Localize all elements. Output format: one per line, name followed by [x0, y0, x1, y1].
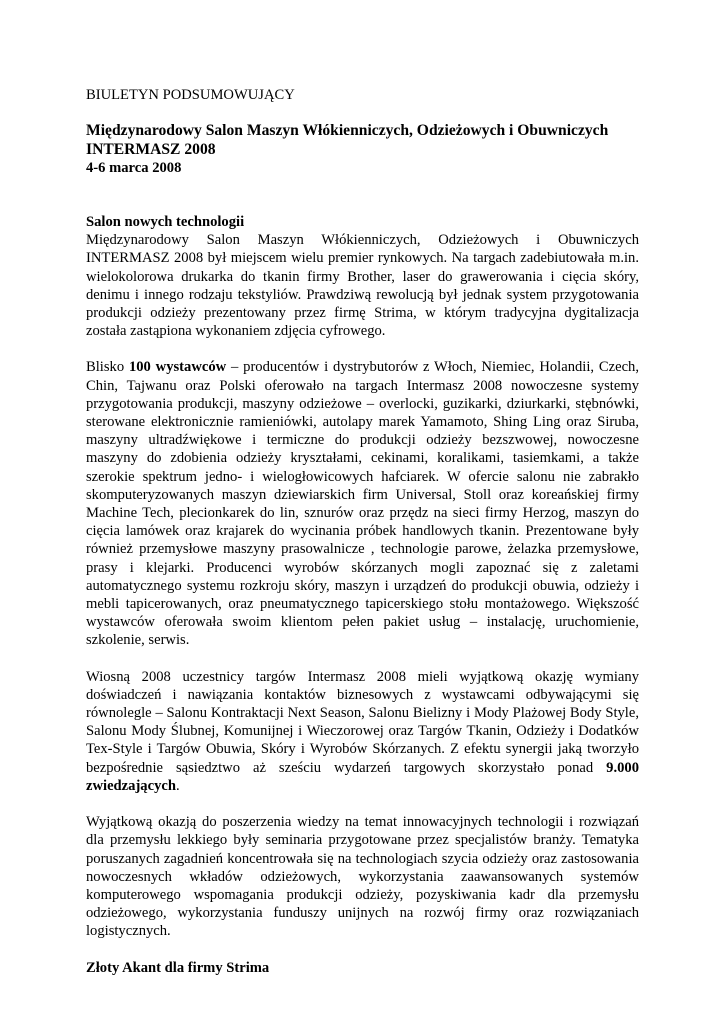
exhibitors-text: – producentów i dystrybutorów z Włoch, Niemiec, Holandii, Czech, Chin, Tajwanu oraz Polski oferowało na targach Intermasz 2008 nowoczesne systemy przygotowania produkcji, maszyny odzieżowe – overlocki, guzikarki, dziurkarki, stębnówki, sterowane elektronicznie ramieniówki, autolapy marek Yamamoto, Shing Ling oraz Siruba, maszyny ultradźwiękowe i termiczne do produkcji odzieży bezszwowej, nowoczesne maszyny do zdobienia odzieży kryształami, cekinami, koralikami, tasiemkami, a także szerokie spektrum jedno- i wielogłowicowych hafciarek. W ofercie salonu nie zabrakło skomputeryzowanych maszyn dziewiarskich firm Universal, Stoll oraz koreańskiej firmy Machine Tech, plecionkarek do lin, sznurów oraz przędz na sieci firmy Herzog, maszyn do cięcia lamówek oraz krajarek do wycinania próbek handlowych tkanin. Prezentowane były również przemysłowe maszyny prasowalnicze , technologie parowe, żelazka przemysłowe, prasy i klejarki. Producenci wyrobów skórzanych mogli zapoznać się z zaletami automatycznego systemu rozkroju skóry, maszyn i urządzeń do produkcji obuwia, odzieży i mebli tapicerowanych, oraz pneumatycznego tapicerskiego stołu montażowego. Większość wystawców oferowała swoim klientom pełen pakiet usług – instalację, uruchomienie, szkolenie, serwis. — [86, 359, 639, 649]
section-heading-golden-acanthus: Złoty Akant dla firmy Strima — [86, 959, 270, 976]
event-title-line1: Międzynarodowy Salon Maszyn Włókienniczych, Odzieżowych i Obuwniczych — [86, 122, 609, 140]
bulletin-label: BIULETYN PODSUMOWUJĄCY — [86, 87, 295, 103]
document-page — [86, 86, 639, 977]
paragraph-visitors — [86, 668, 639, 795]
exhibitors-count: 100 wystawców — [128, 359, 227, 376]
paragraph-exhibitors — [86, 358, 639, 649]
visitors-tail: . — [175, 777, 180, 794]
event-dates: 4-6 marca 2008 — [86, 159, 182, 176]
event-title-line2: INTERMASZ 2008 — [86, 140, 216, 158]
paragraph-seminars: Wyjątkową okazją do poszerzenia wiedzy na temat innowacyjnych technologii i rozwiązań dla przemysłu lekkiego były seminaria przygotowane przez specjalistów branży. Tematyka poruszanych zagadnień koncentrowała się na technologiach szycia odzieży oraz zastosowania nowoczesnych wkładów odzieżowych, wykorzystania zaawansowanych systemów komputerowego wspomagania produkcji odzieży, pozyskiwania kadr dla przemysłu odzieżowego, wykorzystania funduszy unijnych na rozwój firmy oraz rozwiązaniach logistycznych. — [86, 814, 639, 940]
exhibitors-lead: Blisko — [86, 359, 129, 376]
paragraph-new-technologies: Międzynarodowy Salon Maszyn Włókienniczych, Odzieżowych i Obuwniczych INTERMASZ 2008 był miejscem wielu premier rynkowych. Na targach zadebiutowała m.in. wielokolorowa drukarka do tkanin firmy Brother, laser do grawerowania i cięcia skóry, denimu i innego rodzaju tekstyliów. Prawdziwą rewolucją był jednak system przygotowania produkcji odzieży prezentowany przez firmę Strima, w którym tradycyjna dygitalizacja została zastąpiona wykonaniem zdjęcia cyfrowego. — [86, 232, 639, 340]
visitors-count: 9.000 zwiedzających — [86, 759, 639, 794]
visitors-text: Wiosną 2008 uczestnicy targów Intermasz 2008 mieli wyjątkową okazję wymiany doświadczeń i nawiązania kontaktów biznesowych z wystawcami odbywającymi się równolegle – Salonu Kontraktacji Next Season, Salonu Bielizny i Mody Plażowej Body Style, Salonu Mody Ślubnej, Komunijnej i Wieczorowej oraz Targów Tkanin, Odzieży i Dodatków Tex-Style i Targów Obuwia, Skóry i Wyrobów Skórzanych. Z efektu synergii jaką tworzyło bezpośrednie sąsiedztwo aż sześciu wydarzeń targowych skorzystało ponad — [86, 668, 639, 776]
section-heading-new-technologies: Salon nowych technologii — [86, 214, 245, 230]
event-title — [86, 122, 639, 159]
